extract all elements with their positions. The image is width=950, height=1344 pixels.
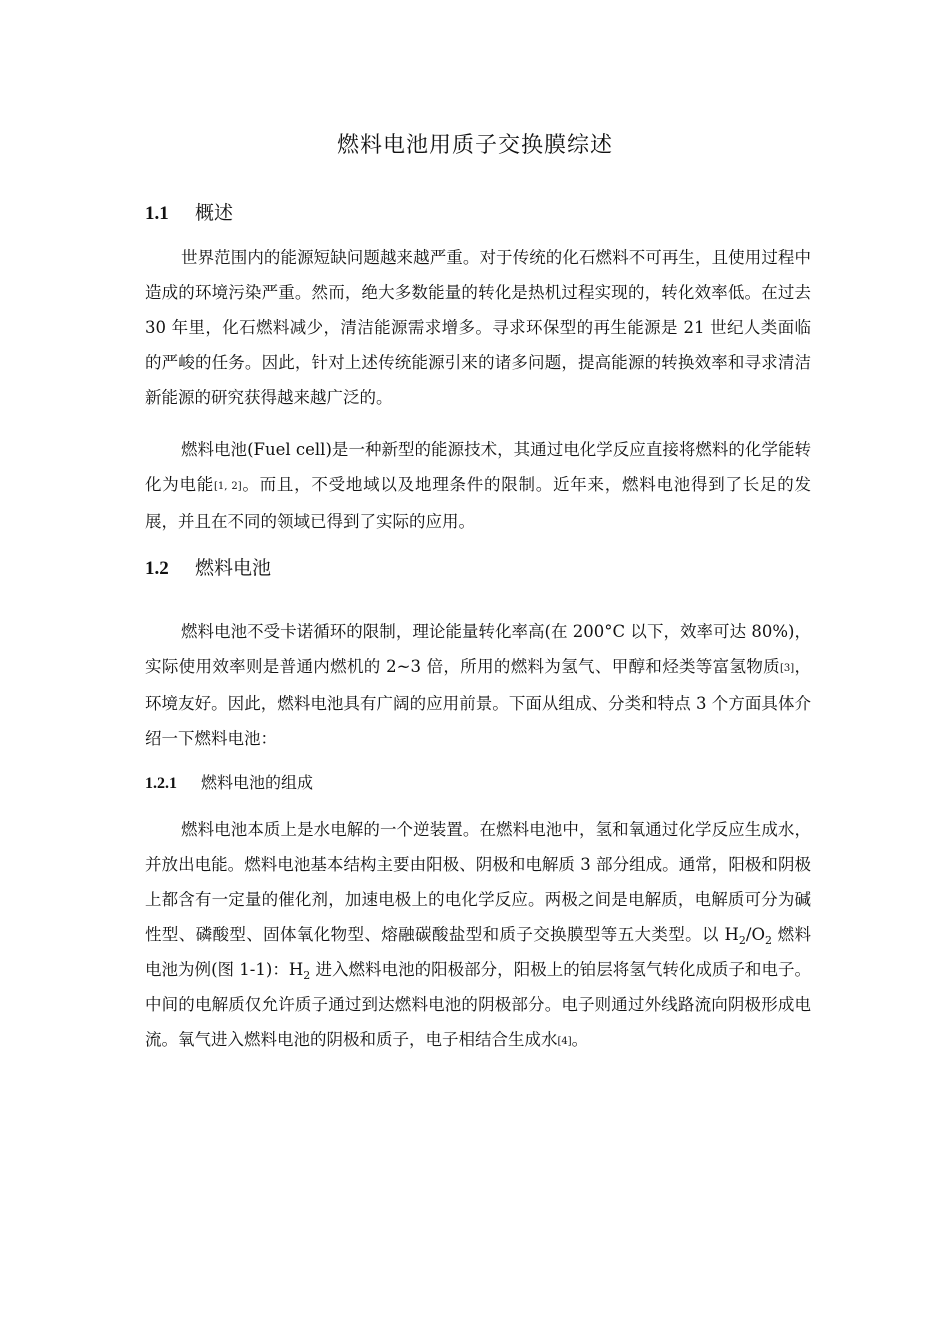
subsection-number: 1.2.1 [145, 775, 177, 792]
paragraph-text: 燃料电池为例(图 1-1)： [145, 925, 812, 979]
paragraph-text: 。 [571, 1030, 589, 1049]
paragraph-text: 燃料电池不受卡诺循环的限制，理论能量转化率高(在 200°C 以下，效率可达 80%)，实际使用效率则是普通内燃机的 2~3 倍，所用的燃料为氢气、甲醇和烃类等富氢物质 [145, 622, 811, 676]
citation: [3] [780, 663, 795, 674]
section-heading-1-1 [145, 198, 233, 225]
section-title: 燃料电池 [195, 557, 272, 579]
document-title: 燃料电池用质子交换膜综述 [336, 133, 613, 158]
paragraph [145, 812, 811, 1059]
citation: [1, 2] [214, 481, 242, 492]
subsection-title: 燃料电池的组成 [201, 773, 314, 792]
paragraph-text: ，环境友好。因此，燃料电池具有广阔的应用前景。下面从组成、分类和特点 3 个方面具体介绍一下燃料电池： [145, 657, 812, 748]
chem-symbol: H [288, 960, 304, 979]
paragraph-text: 。而且，不受地域以及地理条件的限制。近年来，燃料电池得到了长足的发展，并且在不同的领域已得到了实际的应用。 [145, 475, 812, 531]
section-number: 1.2 [145, 558, 169, 579]
section-number: 1.1 [145, 203, 169, 224]
subsection-heading-1-2-1 [145, 770, 313, 793]
paragraph [145, 614, 811, 756]
section-title: 概述 [195, 202, 234, 224]
paragraph-text: 进入燃料电池的阳极部分，阳极上的铂层将氢气转化成质子和电子。中间的电解质仅允许质子通过到达燃料电池的阴极部分。电子则通过外线路流向阴极形成电流。氧气进入燃料电池的阴极和质子，电子相结合生成水 [145, 960, 811, 1049]
subscript: 2 [765, 934, 772, 947]
subscript: 2 [303, 969, 311, 982]
paragraph: 世界范围内的能源短缺问题越来越严重。对于传统的化石燃料不可再生，且使用过程中造成的环境污染严重。然而，绝大多数能量的转化是热机过程实现的，转化效率低。在过去 30 年里，化石燃料减少，清洁能源需求增多。寻求环保型的再生能源是 21 世纪人类面临的严峻的任务。因此，针对上述传统能源引来的诸多问题，提高能源的转换效率和寻求清洁新能源的研究获得越来越广泛的。 [145, 248, 811, 407]
section-heading-1-2 [145, 553, 271, 580]
chem-symbol: /O [745, 925, 765, 944]
paragraph [145, 432, 811, 539]
citation: [4] [557, 1036, 572, 1047]
subscript: 2 [738, 934, 746, 947]
paragraph-text: 燃料电池(Fuel cell)是一种新型的能源技术，其通过电化学反应直接将燃料的化学能转化为电能 [145, 440, 811, 494]
paragraph-text: 燃料电池本质上是水电解的一个逆装置。在燃料电池中，氢和氧通过化学反应生成水，并放出电能。燃料电池基本结构主要由阳极、阴极和电解质 3 部分组成。通常，阳极和阴极上都含有一定量的催化剂，加速电极上的电化学反应。两极之间是电解质，电解质可分为碱性型、磷酸型、固体氧化物型、熔融碳酸盐型和质子交换膜型等五大类型。以 [145, 820, 811, 944]
chem-symbol: H [724, 925, 739, 944]
